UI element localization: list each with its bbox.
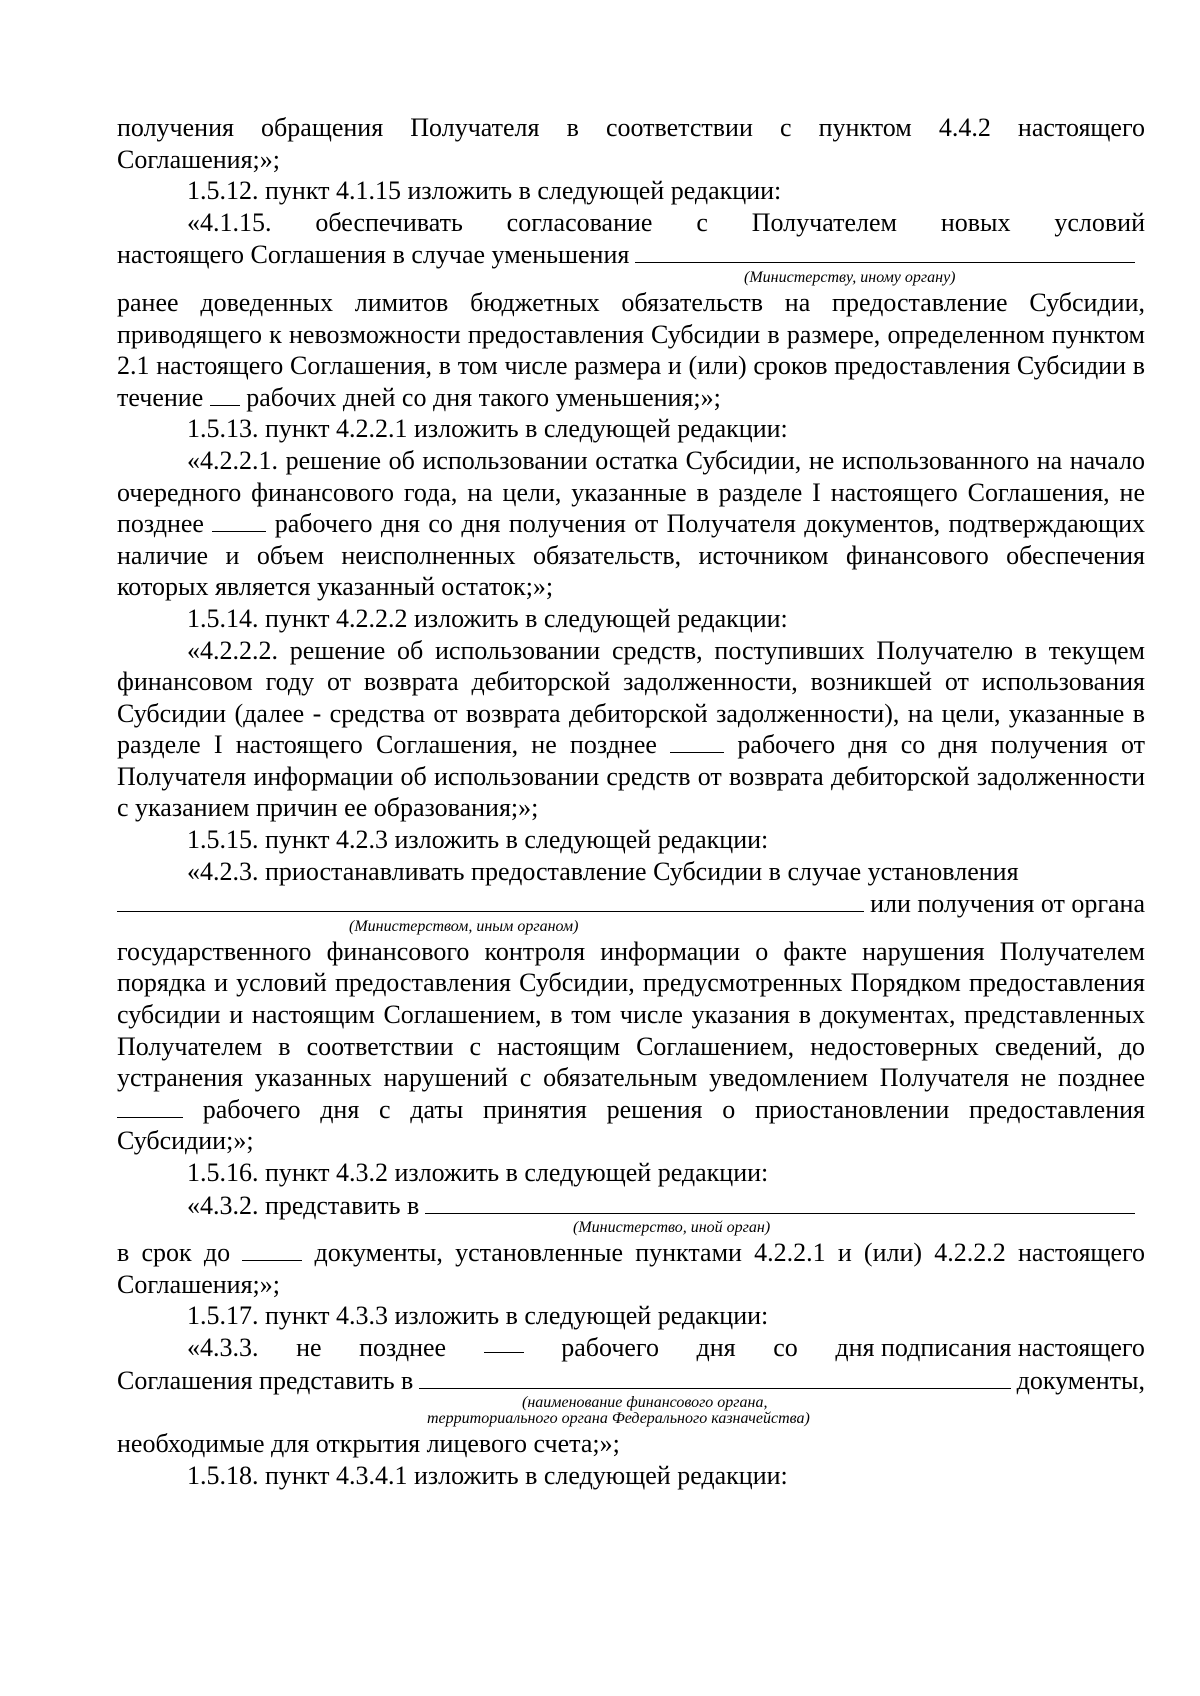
field-caption: территориального органа Федерального казначейства) bbox=[427, 1410, 810, 1428]
text-fragment: документы, bbox=[1016, 1365, 1145, 1395]
clause-heading: 1.5.12. пункт 4.1.15 изложить в следующей редакции: bbox=[187, 176, 782, 206]
text-fragment: настоящего Соглашения в случае уменьшения bbox=[117, 240, 630, 270]
field-caption: (Министерством, иным органом) bbox=[349, 917, 579, 935]
text-line: получения обращения Получателя в соответствии с пунктом 4.4.2 настоящего bbox=[117, 113, 1145, 142]
field-caption: (Министерству, иному органу) bbox=[744, 268, 956, 286]
clause-heading: 1.5.15. пункт 4.2.3 изложить в следующей редакции: bbox=[187, 825, 769, 855]
text-fragment: или получения от органа bbox=[870, 889, 1145, 919]
text-line-with-blank: «4.3.3. не позднее рабочего дня со дня подписания настоящего bbox=[187, 1332, 1145, 1362]
clause-heading: 1.5.17. пункт 4.3.3 изложить в следующей редакции: bbox=[187, 1301, 769, 1331]
text-line: необходимые для открытия лицевого счета;»; bbox=[117, 1429, 620, 1459]
fill-in-blank bbox=[212, 511, 266, 532]
clause-heading: 1.5.13. пункт 4.2.2.1 изложить в следующей редакции: bbox=[187, 414, 788, 444]
clause-heading: 1.5.16. пункт 4.3.2 изложить в следующей редакции: bbox=[187, 1158, 769, 1187]
clause-heading: 1.5.14. пункт 4.2.2.2 изложить в следующей редакции: bbox=[187, 603, 788, 633]
text-line: Соглашения;»; bbox=[117, 144, 280, 174]
fill-in-blank bbox=[425, 1189, 1135, 1214]
fill-in-blank bbox=[419, 1364, 1010, 1389]
text-line: «4.1.15. обеспечивать согласование с Получателем новых условий bbox=[187, 207, 1145, 237]
text-fragment: Соглашения представить в bbox=[117, 1365, 414, 1395]
paragraph: государственного финансового контроля информации о факте нарушения Получателем порядка и условий предоставления Субсидии, предусмотренных Порядком предоставления субсидии и настоящим Соглашением, в том числе указания в документах, представленных Получателем в соответствии с настоящим Соглашением, недостоверных сведений, до устранения указанных нарушений с обязательным уведомлением Получателя не позднее рабочего дня с даты принятия решения о приостановлении предоставления Субсидии;»; bbox=[117, 936, 1145, 1156]
text-fragment: «4.3.2. представить в bbox=[187, 1190, 420, 1220]
text-line-with-blank bbox=[117, 1189, 1145, 1222]
paragraph: «4.2.2.2. решение об использовании средств, поступивших Получателю в текущем финансовом году от возврата дебиторской задолженности, возникшей от использования Субсидии (далее - средства от возврата дебиторской задолженности), на цели, указанные в разделе I настоящего Соглашения, не позднее рабочего дня со дня получения от Получателя информации об использовании средств от возврата дебиторской задолженности с указанием причин ее образования;»; bbox=[117, 635, 1145, 823]
paragraph: ранее доведенных лимитов бюджетных обязательств на предоставление Субсидии, приводящего к невозможности предоставления Субсидии в размере, определенном пунктом 2.1 настоящего Соглашения, в том числе размера и (или) сроков предоставления Субсидии в течение рабочих дней со дня такого уменьшения;»; bbox=[117, 287, 1145, 412]
fill-in-blank bbox=[117, 887, 864, 912]
fill-in-blank bbox=[484, 1332, 524, 1353]
text-line-with-blank bbox=[117, 887, 1145, 920]
text-line-with-blank bbox=[117, 238, 1145, 271]
paragraph: «4.2.2.1. решение об использовании остатка Субсидии, не использованного на начало очередного финансового года, на цели, указанные в разделе I настоящего Соглашения, не позднее рабочего дня со дня получения от Получателя документов, подтверждающих наличие и объем неисполненных обязательств, источником финансового обеспечения которых является указанный остаток;»; bbox=[117, 445, 1145, 602]
fill-in-blank bbox=[117, 1097, 183, 1118]
fill-in-blank bbox=[242, 1240, 302, 1261]
fill-in-blank bbox=[635, 238, 1135, 263]
text-line: «4.2.3. приостанавливать предоставление Субсидии в случае установления bbox=[187, 856, 1019, 886]
field-caption: (наименование финансового органа, bbox=[522, 1394, 768, 1412]
fill-in-blank bbox=[670, 732, 724, 753]
field-caption: (Министерство, иной орган) bbox=[573, 1219, 771, 1237]
text-line-with-blank bbox=[117, 1364, 1145, 1397]
clause-heading: 1.5.18. пункт 4.3.4.1 изложить в следующей редакции: bbox=[187, 1460, 788, 1490]
paragraph: в срок до документы, установленные пунктами 4.2.2.1 и (или) 4.2.2.2 настоящего Соглашения;»; bbox=[117, 1238, 1146, 1299]
document-body bbox=[117, 112, 1145, 1491]
fill-in-blank bbox=[210, 385, 240, 406]
